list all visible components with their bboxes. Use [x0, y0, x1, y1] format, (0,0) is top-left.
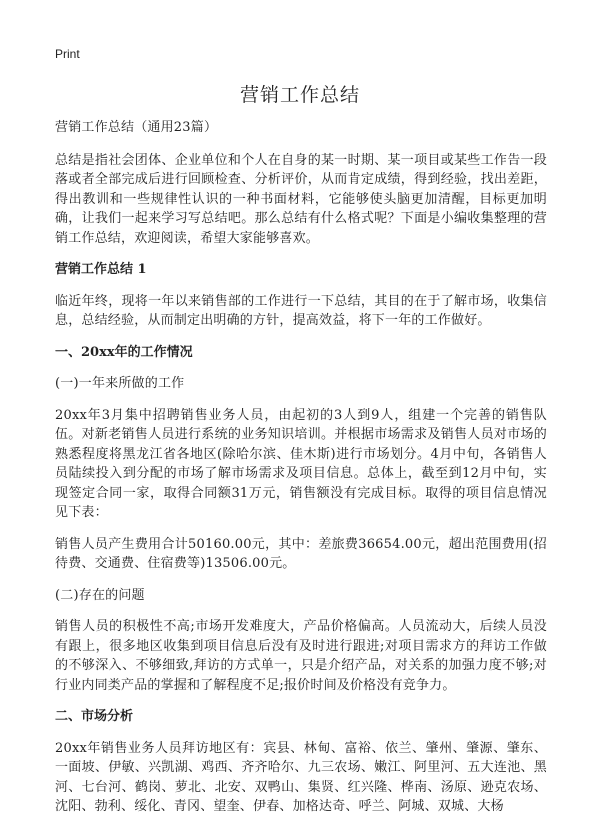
part1-subheading-problems: (二)存在的问题 — [55, 587, 145, 603]
part1-subheading-work-done: (一)一年来所做的工作 — [55, 376, 185, 391]
part1-paragraph-expenses: 销售人员产生费用合计50160.00元，其中：差旅费36654.00元，超出范围费用(招待费、交通费、住宿费等)13506.00元。 — [55, 536, 547, 571]
document-body — [55, 118, 547, 828]
page-title: 营销工作总结 — [239, 84, 360, 106]
intro-paragraph: 总结是指社会团体、企业单位和个人在自身的某一时期、某一项目或某些工作告一段落或者全部完成后进行回顾检查、分析评价，从而肯定成绩，得到经验，找出差距，得出教训和一些规律性认识的一种书面材料，它能够使头脑更加清醒，目标更加明确，让我们一起来学习写总结吧。那么总结有什么格式呢？下面是小编收集整理的营销工作总结，欢迎阅读，希望大家能够喜欢。 — [55, 152, 547, 246]
part1-heading: 一、20xx年的工作情况 — [55, 344, 193, 360]
part1-paragraph-problems: 销售人员的积极性不高;市场开发难度大，产品价格偏高。人员流动大，后续人员没有跟上，很多地区收集到项目信息后没有及时进行跟进;对项目需求方的拜访工作做的不够深入、不够细致,拜访的方式单一，只是介绍产品，对关系的加强力度不够;对行业内同类产品的掌握和了解程度不足;报价时间及价格没有竞争力。 — [55, 619, 547, 693]
part2-heading: 二、市场分析 — [55, 709, 134, 724]
section-heading: 营销工作总结 1 — [55, 262, 147, 277]
print-link[interactable]: Print — [55, 47, 80, 61]
document-subtitle: 营销工作总结（通用23篇） — [55, 120, 218, 135]
opening-paragraph: 临近年终，现将一年以来销售部的工作进行一下总结，其目的在于了解市场，收集信息，总结经验，从而制定出明确的方针，提高效益，将下一年的工作做好。 — [55, 293, 547, 328]
part1-paragraph-recruitment: 20xx年3月集中招聘销售业务人员，由起初的3人到9人，组建一个完善的销售队伍。对新老销售人员进行系统的业务知识培训。并根据市场需求及销售人员对市场的熟悉程度将黑龙江省各地区(除哈尔滨、佳木斯)进行市场划分。4月中旬，各销售人员陆续投入到分配的市场了解市场需求及项目信息。总体上，截至到12月中旬，实现签定合同一家，取得合同额31万元，销售额没有完成目标。取得的项目信息情况见下表： — [55, 407, 547, 520]
part2-paragraph-regions: 20xx年销售业务人员拜访地区有：宾县、林甸、富裕、依兰、肇州、肇源、肇东、一面坡、伊敏、兴凯湖、鸡西、齐齐哈尔、九三农场、嫩江、阿里河、五大连池、黑河、七台河、鹤岗、萝北、北安、双鸭山、集贤、红兴隆、桦南、汤原、逊克农场、沈阳、勃利、绥化、青冈、望奎、伊春、加格达奇、呼兰、阿城、双城、大杨 — [55, 740, 547, 814]
